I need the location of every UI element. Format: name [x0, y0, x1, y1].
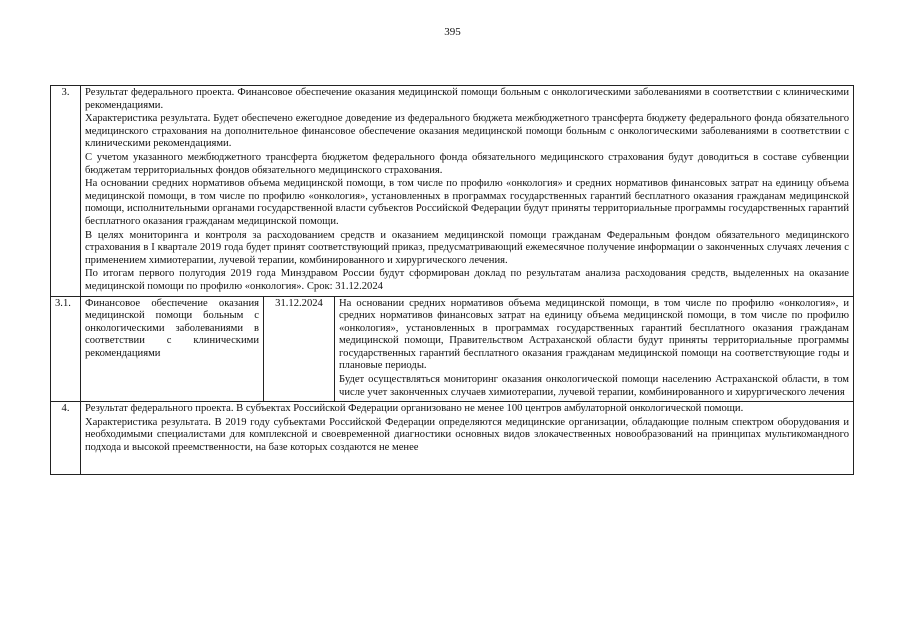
table-row-4	[51, 402, 854, 475]
task-name-text: Финансовое обеспечение оказания медицинской помощи больным с онкологическими заболеваниями в соответствии с клиническими рекомендациями	[85, 297, 259, 359]
paragraph: Будет осуществляться мониторинг оказания онкологической помощи населению Астраханской области, в том числе учет законченных случаев химиотерапии, лучевой терапии, комбинированного и хирургического лечения	[339, 374, 850, 398]
paragraph: По итогам первого полугодия 2019 года Минздравом России будут сформирован доклад по результатам анализа расходования средств, выделенных на оказание медицинской помощи по профилю «онкология». Срок: 31.12.2024	[85, 268, 850, 292]
paragraph: Результат федерального проекта. Финансовое обеспечение оказания медицинской помощи больным с онкологическими заболеваниями в соответствии с клиническими рекомендациями.	[85, 87, 850, 111]
row-number: 3.1.	[51, 296, 81, 402]
row-content	[81, 86, 854, 297]
paragraph: На основании средних нормативов объема медицинской помощи, в том числе по профилю «онкология», и средних нормативов финансовых затрат на единицу объема медицинской помощи, в том числе по профилю «онкология», установленных в программах государственных гарантий бесплатного оказания гражданам медицинской помощи, Правительством Астраханской области будут приняты территориальные программы государственных гарантий бесплатного оказания гражданам медицинской помощи на соответствующие годы и плановые периоды.	[339, 297, 850, 372]
document-table	[50, 85, 854, 475]
paragraph: С учетом указанного межбюджетного трансферта бюджетом федерального фонда обязательного медицинского страхования будут доводиться в составе субвенции бюджетам территориальных фондов обязательного медицинского страхования.	[85, 151, 850, 176]
paragraph: В целях мониторинга и контроля за расходованием средств и оказанием медицинской помощи гражданам Федеральным фондом обязательного медицинского страхования в I квартале 2019 года будет принят соответствующий приказ, предусматривающий ежемесячное получение информации о законченных случаях лечения с применением химиотерапии, лучевой терапии, комбинированного и хирургического лечения.	[85, 229, 850, 266]
task-name	[81, 296, 264, 402]
row-number: 4.	[51, 402, 81, 475]
paragraph: Результат федерального проекта. В субъектах Российской Федерации организовано не менее 100 центров амбулаторной онкологической помощи.	[85, 403, 744, 415]
row-number: 3.	[51, 86, 81, 297]
deadline-date: 31.12.2024	[264, 296, 335, 402]
table-row-3	[51, 86, 854, 297]
paragraph: На основании средних нормативов объема медицинской помощи, в том числе по профилю «онкология» и средних нормативов финансовых затрат на единицу объема медицинской помощи, в том числе по профилю «онкология», установленных в программах государственных гарантий бесплатного оказания гражданам медицинской помощи, исполнительными органами государственной власти субъектов Российской Федерации будут приняты территориальные программы государственных гарантий бесплатного оказания гражданам медицинской помощи.	[85, 178, 850, 227]
paragraph: Характеристика результата. Будет обеспечено ежегодное доведение из федерального бюджета межбюджетного трансферта бюджету федерального фонда обязательного медицинского страхования на дополнительное финансовое обеспечение оказания медицинской помощи больным с онкологическими заболеваниями в соответствии с клиническими рекомендациями.	[85, 113, 850, 150]
row-content	[81, 402, 854, 475]
page-number: 395	[444, 26, 461, 38]
row-content-clip	[85, 403, 849, 472]
task-description	[335, 296, 854, 402]
paragraph: Характеристика результата. В 2019 году субъектами Российской Федерации определяются медицинские организации, обладающие полным спектром оборудования и необходимыми специалистами для комплексной и своевременной диагностики основных видов злокачественных новообразований на принципах мультикомандного подхода и высокой преемственности, на базе которых создаются не менее	[85, 416, 850, 454]
table-row-3-1	[51, 296, 854, 402]
